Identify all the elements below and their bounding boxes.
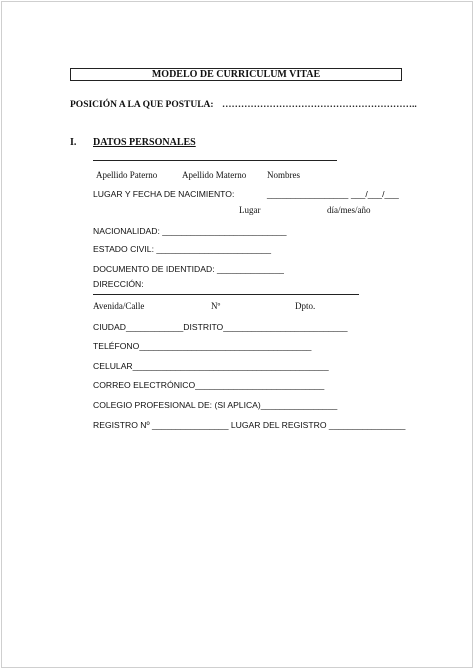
address-line	[93, 294, 359, 295]
birth-date-blank: ___/___/___	[351, 189, 399, 199]
registro-field: REGISTRO Nº ________________ LUGAR DEL REGISTRO ________________	[93, 420, 406, 430]
documento-field: DOCUMENTO DE IDENTIDAD: ______________	[93, 264, 284, 274]
position-label: POSICIÓN A LA QUE POSTULA:	[70, 100, 214, 110]
ciudad-distrito-field: CIUDAD____________DISTRITO__________________________	[93, 322, 348, 332]
lugar-caption: Lugar	[239, 205, 261, 215]
apellido-materno-caption: Apellido Materno	[182, 170, 247, 180]
celular-field: CELULAR_________________________________________	[93, 361, 329, 371]
estado-civil-field: ESTADO CIVIL: ________________________	[93, 244, 272, 254]
nombres-caption: Nombres	[267, 170, 300, 180]
numero-caption: Nº	[211, 301, 221, 311]
date-format-caption: día/mes/año	[327, 205, 371, 215]
colegio-field: COLEGIO PROFESIONAL DE: (SI APLICA)________________	[93, 400, 338, 410]
position-field	[70, 100, 417, 110]
correo-field: CORREO ELECTRÓNICO___________________________	[93, 380, 325, 390]
name-line	[93, 160, 337, 161]
section-title: DATOS PERSONALES	[93, 137, 196, 148]
telefono-field: TELÉFONO____________________________________	[93, 341, 312, 351]
avenida-caption: Avenida/Calle	[93, 301, 145, 311]
section-number: I.	[70, 137, 77, 148]
apellido-paterno-caption: Apellido Paterno	[96, 170, 158, 180]
birth-label: LUGAR Y FECHA DE NACIMIENTO:	[93, 189, 235, 199]
nacionalidad-field: NACIONALIDAD: __________________________	[93, 226, 287, 236]
direccion-label: DIRECCIÓN:	[93, 279, 144, 289]
document-page	[1, 1, 473, 668]
dpto-caption: Dpto.	[295, 301, 316, 311]
document-title: MODELO DE CURRICULUM VITAE	[70, 68, 402, 81]
birth-place-blank: _________________	[267, 189, 349, 199]
position-dots: ……………………………………………………..	[221, 100, 417, 110]
